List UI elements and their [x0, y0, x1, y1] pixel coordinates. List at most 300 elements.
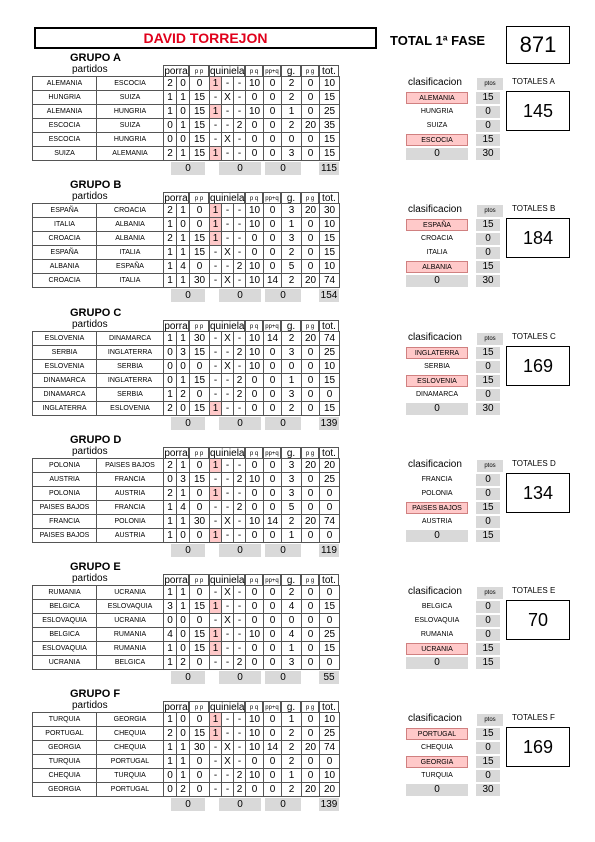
classification-row: [406, 119, 510, 133]
team-cell: HUNGRIA: [97, 133, 164, 147]
value-cell: 0: [302, 501, 320, 515]
team-cell: INGLATERRA: [97, 374, 164, 388]
value-cell: 0: [246, 529, 264, 543]
value-cell: 0: [246, 119, 264, 133]
classification-team: RUMANIA: [420, 631, 454, 638]
value-cell: -: [210, 274, 222, 288]
quiniela-header: quiniela: [210, 66, 245, 77]
value-cell: -: [222, 459, 234, 473]
classification-row: [406, 600, 510, 614]
match-row: [33, 374, 340, 388]
value-cell: 0: [190, 501, 210, 515]
team-cell: ITALIA: [33, 218, 97, 232]
value-cell: 1: [177, 119, 190, 133]
value-cell: 10: [320, 260, 340, 274]
value-cell: X: [222, 332, 234, 346]
team-cell: HUNGRIA: [97, 105, 164, 119]
team-cell: BELGICA: [33, 628, 97, 642]
value-cell: 1: [177, 755, 190, 769]
value-cell: 10: [320, 769, 340, 783]
team-cell: FRANCIA: [97, 473, 164, 487]
value-cell: 0: [190, 529, 210, 543]
value-cell: 2: [234, 260, 246, 274]
value-cell: 2: [234, 388, 246, 402]
value-cell: 0: [164, 473, 177, 487]
value-cell: 0: [264, 388, 282, 402]
value-cell: -: [210, 332, 222, 346]
value-cell: 25: [320, 346, 340, 360]
value-cell: -: [234, 332, 246, 346]
value-cell: -: [222, 473, 234, 487]
classification-points: 0: [476, 361, 500, 373]
value-cell: 0: [246, 600, 264, 614]
value-cell: 0: [264, 119, 282, 133]
value-cell: -: [222, 77, 234, 91]
value-cell: 0: [190, 487, 210, 501]
value-cell: 1: [164, 586, 177, 600]
partidos-label: partidos: [72, 573, 108, 584]
value-cell: 0: [264, 246, 282, 260]
value-cell: 0: [302, 600, 320, 614]
ptos-header: ptos: [477, 714, 503, 726]
match-row: [33, 600, 340, 614]
value-cell: -: [234, 360, 246, 374]
value-cell: 0: [264, 133, 282, 147]
value-cell: 2: [282, 77, 302, 91]
classification-row: [406, 147, 510, 161]
classification-row: [406, 755, 510, 769]
value-cell: 1: [164, 656, 177, 670]
sum-cell: 0: [171, 671, 205, 684]
goals-header: g.: [281, 65, 301, 77]
team-cell: DINAMARCA: [97, 332, 164, 346]
value-cell: 1: [164, 529, 177, 543]
ptos-header: ptos: [477, 205, 503, 217]
classification-points: 0: [476, 474, 500, 486]
value-cell: 1: [164, 515, 177, 529]
quiniela-header: quiniela: [210, 575, 245, 586]
value-cell: -: [234, 232, 246, 246]
value-cell: 15: [190, 91, 210, 105]
value-cell: 0: [246, 374, 264, 388]
value-cell: 2: [234, 783, 246, 797]
value-cell: -: [210, 741, 222, 755]
value-cell: 0: [246, 91, 264, 105]
value-cell: 2: [164, 77, 177, 91]
value-cell: 0: [190, 388, 210, 402]
team-cell: ALBANIA: [97, 232, 164, 246]
classification-team: UCRANIA: [406, 643, 468, 655]
match-row: [33, 105, 340, 119]
team-cell: POLONIA: [33, 459, 97, 473]
team-cell: ESLOVAQUIA: [97, 600, 164, 614]
value-cell: 20: [302, 741, 320, 755]
value-cell: -: [210, 473, 222, 487]
classification-team: FRANCIA: [421, 476, 453, 483]
team-cell: RUMANIA: [33, 586, 97, 600]
team-cell: AUSTRIA: [97, 529, 164, 543]
value-cell: 20: [320, 459, 340, 473]
value-cell: 25: [320, 105, 340, 119]
clasificacion-header: clasificacion: [408, 713, 462, 724]
value-cell: -: [210, 346, 222, 360]
value-cell: X: [222, 274, 234, 288]
value-cell: 0: [302, 147, 320, 161]
value-cell: 1: [282, 105, 302, 119]
value-cell: 1: [210, 600, 222, 614]
value-cell: 0: [177, 218, 190, 232]
value-cell: 1: [210, 642, 222, 656]
pp-header: p p: [189, 320, 209, 332]
value-cell: -: [234, 529, 246, 543]
value-cell: 20: [302, 332, 320, 346]
value-cell: -: [222, 783, 234, 797]
value-cell: 25: [320, 628, 340, 642]
value-cell: -: [222, 388, 234, 402]
value-cell: 2: [282, 783, 302, 797]
team-cell: INGLATERRA: [33, 402, 97, 416]
value-cell: 0: [190, 204, 210, 218]
value-cell: 0: [177, 628, 190, 642]
value-cell: -: [210, 586, 222, 600]
value-cell: 2: [164, 147, 177, 161]
classification-team: 0: [406, 275, 468, 287]
classification-row: [406, 515, 510, 529]
sum-cell: 119: [319, 544, 339, 557]
value-cell: 0: [246, 133, 264, 147]
group-total-value: 169: [506, 727, 570, 767]
value-cell: 10: [246, 105, 264, 119]
group-name: GRUPO D: [70, 434, 122, 446]
sum-cell: 55: [319, 671, 339, 684]
team-cell: ITALIA: [97, 246, 164, 260]
value-cell: -: [210, 133, 222, 147]
match-row: [33, 487, 340, 501]
value-cell: -: [222, 769, 234, 783]
value-cell: 15: [320, 232, 340, 246]
value-cell: 0: [246, 402, 264, 416]
value-cell: 1: [210, 529, 222, 543]
value-cell: -: [210, 755, 222, 769]
value-cell: 5: [282, 260, 302, 274]
value-cell: 3: [282, 204, 302, 218]
classification-row: [406, 642, 510, 656]
classification-team: 0: [406, 657, 468, 669]
value-cell: 1: [164, 755, 177, 769]
team-cell: ESPAÑA: [97, 260, 164, 274]
value-cell: 0: [320, 388, 340, 402]
value-cell: 1: [177, 586, 190, 600]
match-row: [33, 77, 340, 91]
value-cell: 1: [282, 218, 302, 232]
classification-team: 0: [406, 148, 468, 160]
group-section: [32, 434, 572, 560]
classification-points: 0: [476, 233, 500, 245]
value-cell: -: [234, 713, 246, 727]
value-cell: 20: [302, 783, 320, 797]
value-cell: 0: [264, 529, 282, 543]
pg-header: p g: [301, 701, 319, 713]
value-cell: -: [222, 727, 234, 741]
value-cell: 1: [177, 374, 190, 388]
match-row: [33, 473, 340, 487]
classification-team: ALBANIA: [406, 261, 468, 273]
team-cell: ESLOVAQUIA: [33, 642, 97, 656]
value-cell: 1: [177, 769, 190, 783]
match-row: [33, 218, 340, 232]
pp-header: p p: [189, 65, 209, 77]
value-cell: -: [210, 374, 222, 388]
classification-row: [406, 501, 510, 515]
team-cell: INGLATERRA: [97, 346, 164, 360]
classification-row: [406, 487, 510, 501]
total-header: tot.: [319, 65, 339, 77]
partidos-label: partidos: [72, 64, 108, 75]
matches-table: [32, 203, 340, 288]
value-cell: 10: [246, 628, 264, 642]
value-cell: 2: [164, 402, 177, 416]
match-row: [33, 147, 340, 161]
classification-team: ESLOVAQUIA: [414, 617, 460, 624]
value-cell: -: [222, 119, 234, 133]
ppq-header: pp+q: [263, 192, 281, 204]
team-cell: SERBIA: [33, 346, 97, 360]
value-cell: 0: [320, 529, 340, 543]
team-cell: SERBIA: [97, 360, 164, 374]
classification-team: SERBIA: [424, 363, 450, 370]
classification-team: ITALIA: [426, 249, 448, 256]
value-cell: 20: [302, 119, 320, 133]
matches-table: [32, 76, 340, 161]
match-row: [33, 656, 340, 670]
group-totals-label: TOTALES A: [512, 77, 555, 86]
value-cell: 15: [190, 133, 210, 147]
value-cell: 0: [302, 77, 320, 91]
value-cell: -: [222, 642, 234, 656]
value-cell: 1: [164, 274, 177, 288]
match-row: [33, 459, 340, 473]
value-cell: 0: [177, 529, 190, 543]
team-cell: GEORGIA: [97, 713, 164, 727]
value-cell: 3: [282, 346, 302, 360]
team-cell: ALEMANIA: [97, 147, 164, 161]
match-row: [33, 628, 340, 642]
value-cell: 0: [264, 727, 282, 741]
team-cell: UCRANIA: [97, 614, 164, 628]
value-cell: 25: [320, 473, 340, 487]
value-cell: 10: [246, 218, 264, 232]
value-cell: 15: [320, 642, 340, 656]
classification-points: 15: [476, 728, 500, 740]
ppq-header: pp+q: [263, 701, 281, 713]
value-cell: 10: [246, 727, 264, 741]
value-cell: 15: [190, 473, 210, 487]
value-cell: 2: [234, 656, 246, 670]
group-total-value: 169: [506, 346, 570, 386]
value-cell: 1: [282, 769, 302, 783]
pq-header: p q: [245, 447, 263, 459]
value-cell: 0: [177, 77, 190, 91]
classification-row: [406, 360, 510, 374]
value-cell: 0: [264, 614, 282, 628]
value-cell: 0: [264, 769, 282, 783]
goals-header: g.: [281, 192, 301, 204]
value-cell: -: [222, 529, 234, 543]
group-totals-label: TOTALES E: [512, 586, 556, 595]
sum-cell: 0: [219, 544, 261, 557]
classification-points: 30: [476, 275, 500, 287]
value-cell: -: [222, 204, 234, 218]
classification-points: 15: [476, 502, 500, 514]
classification-row: [406, 614, 510, 628]
total-header: tot.: [319, 701, 339, 713]
value-cell: -: [222, 713, 234, 727]
value-cell: 0: [264, 232, 282, 246]
value-cell: 0: [264, 473, 282, 487]
value-cell: X: [222, 755, 234, 769]
value-cell: 2: [234, 346, 246, 360]
value-cell: -: [222, 600, 234, 614]
value-cell: 1: [210, 77, 222, 91]
team-cell: TURQUIA: [97, 769, 164, 783]
clasificacion-header: clasificacion: [408, 204, 462, 215]
goals-header: g.: [281, 701, 301, 713]
value-cell: 0: [246, 614, 264, 628]
value-cell: 0: [246, 783, 264, 797]
team-cell: FRANCIA: [33, 515, 97, 529]
value-cell: 15: [320, 402, 340, 416]
sum-cell: 0: [265, 544, 301, 557]
value-cell: 2: [177, 783, 190, 797]
value-cell: 2: [234, 374, 246, 388]
sum-cell: 0: [171, 289, 205, 302]
value-cell: 0: [190, 713, 210, 727]
classification-row: [406, 656, 510, 670]
value-cell: X: [222, 133, 234, 147]
team-cell: PORTUGAL: [33, 727, 97, 741]
ptos-header: ptos: [477, 587, 503, 599]
value-cell: 5: [282, 501, 302, 515]
classification-points: 15: [476, 347, 500, 359]
value-cell: 0: [164, 360, 177, 374]
value-cell: 1: [177, 487, 190, 501]
value-cell: 1: [164, 246, 177, 260]
pg-header: p g: [301, 574, 319, 586]
match-row: [33, 388, 340, 402]
total-header: tot.: [319, 320, 339, 332]
match-row: [33, 332, 340, 346]
pp-header: p p: [189, 447, 209, 459]
team-cell: DINAMARCA: [33, 374, 97, 388]
value-cell: -: [222, 147, 234, 161]
player-name: DAVID TORREJON: [143, 30, 268, 46]
classification-team: ESLOVENIA: [406, 375, 468, 387]
classification-points: 15: [476, 134, 500, 146]
ptos-header: ptos: [477, 333, 503, 345]
value-cell: 10: [320, 77, 340, 91]
porra-header: porra: [164, 448, 188, 459]
quiniela-header: quiniela: [210, 193, 245, 204]
total-header: tot.: [319, 574, 339, 586]
value-cell: 1: [177, 600, 190, 614]
pg-header: p g: [301, 65, 319, 77]
value-cell: -: [210, 656, 222, 670]
value-cell: 0: [320, 755, 340, 769]
team-cell: CHEQUIA: [97, 727, 164, 741]
value-cell: 0: [164, 614, 177, 628]
value-cell: 1: [164, 642, 177, 656]
value-cell: -: [234, 459, 246, 473]
porra-header: porra: [164, 575, 188, 586]
value-cell: 14: [264, 332, 282, 346]
value-cell: 10: [246, 360, 264, 374]
sum-cell: 139: [320, 418, 338, 429]
value-cell: -: [210, 260, 222, 274]
value-cell: 74: [320, 274, 340, 288]
value-cell: X: [222, 246, 234, 260]
value-cell: 0: [177, 402, 190, 416]
team-cell: RUMANIA: [97, 642, 164, 656]
team-cell: UCRANIA: [33, 656, 97, 670]
value-cell: 1: [210, 713, 222, 727]
value-cell: 0: [190, 360, 210, 374]
partidos-label: partidos: [72, 700, 108, 711]
value-cell: -: [222, 232, 234, 246]
match-row: [33, 727, 340, 741]
value-cell: 2: [282, 402, 302, 416]
value-cell: 3: [164, 600, 177, 614]
match-row: [33, 246, 340, 260]
value-cell: 0: [264, 91, 282, 105]
value-cell: -: [234, 628, 246, 642]
value-cell: 10: [320, 218, 340, 232]
value-cell: 15: [190, 628, 210, 642]
value-cell: X: [222, 614, 234, 628]
classification-team: PORTUGAL: [406, 728, 468, 740]
value-cell: 1: [210, 487, 222, 501]
classification-team: ALEMANIA: [406, 92, 468, 104]
value-cell: 0: [282, 133, 302, 147]
team-cell: SERBIA: [97, 388, 164, 402]
value-cell: 0: [177, 105, 190, 119]
classification-row: [406, 246, 510, 260]
classification-team: TURQUIA: [421, 772, 453, 779]
value-cell: 0: [264, 487, 282, 501]
value-cell: 0: [302, 586, 320, 600]
value-cell: 0: [164, 119, 177, 133]
value-cell: 1: [177, 459, 190, 473]
group-name: GRUPO A: [70, 52, 121, 64]
value-cell: 1: [177, 274, 190, 288]
team-cell: GEORGIA: [33, 741, 97, 755]
value-cell: -: [210, 614, 222, 628]
value-cell: -: [222, 260, 234, 274]
match-row: [33, 713, 340, 727]
classification-row: [406, 783, 510, 797]
goals-header: g.: [281, 320, 301, 332]
team-cell: FRANCIA: [97, 501, 164, 515]
pg-header: p g: [301, 320, 319, 332]
value-cell: 0: [302, 656, 320, 670]
classification-row: [406, 260, 510, 274]
value-cell: 0: [177, 727, 190, 741]
value-cell: 3: [282, 232, 302, 246]
value-cell: 0: [264, 260, 282, 274]
value-cell: 0: [302, 713, 320, 727]
value-cell: 15: [320, 374, 340, 388]
team-cell: TURQUIA: [33, 755, 97, 769]
value-cell: 3: [282, 388, 302, 402]
